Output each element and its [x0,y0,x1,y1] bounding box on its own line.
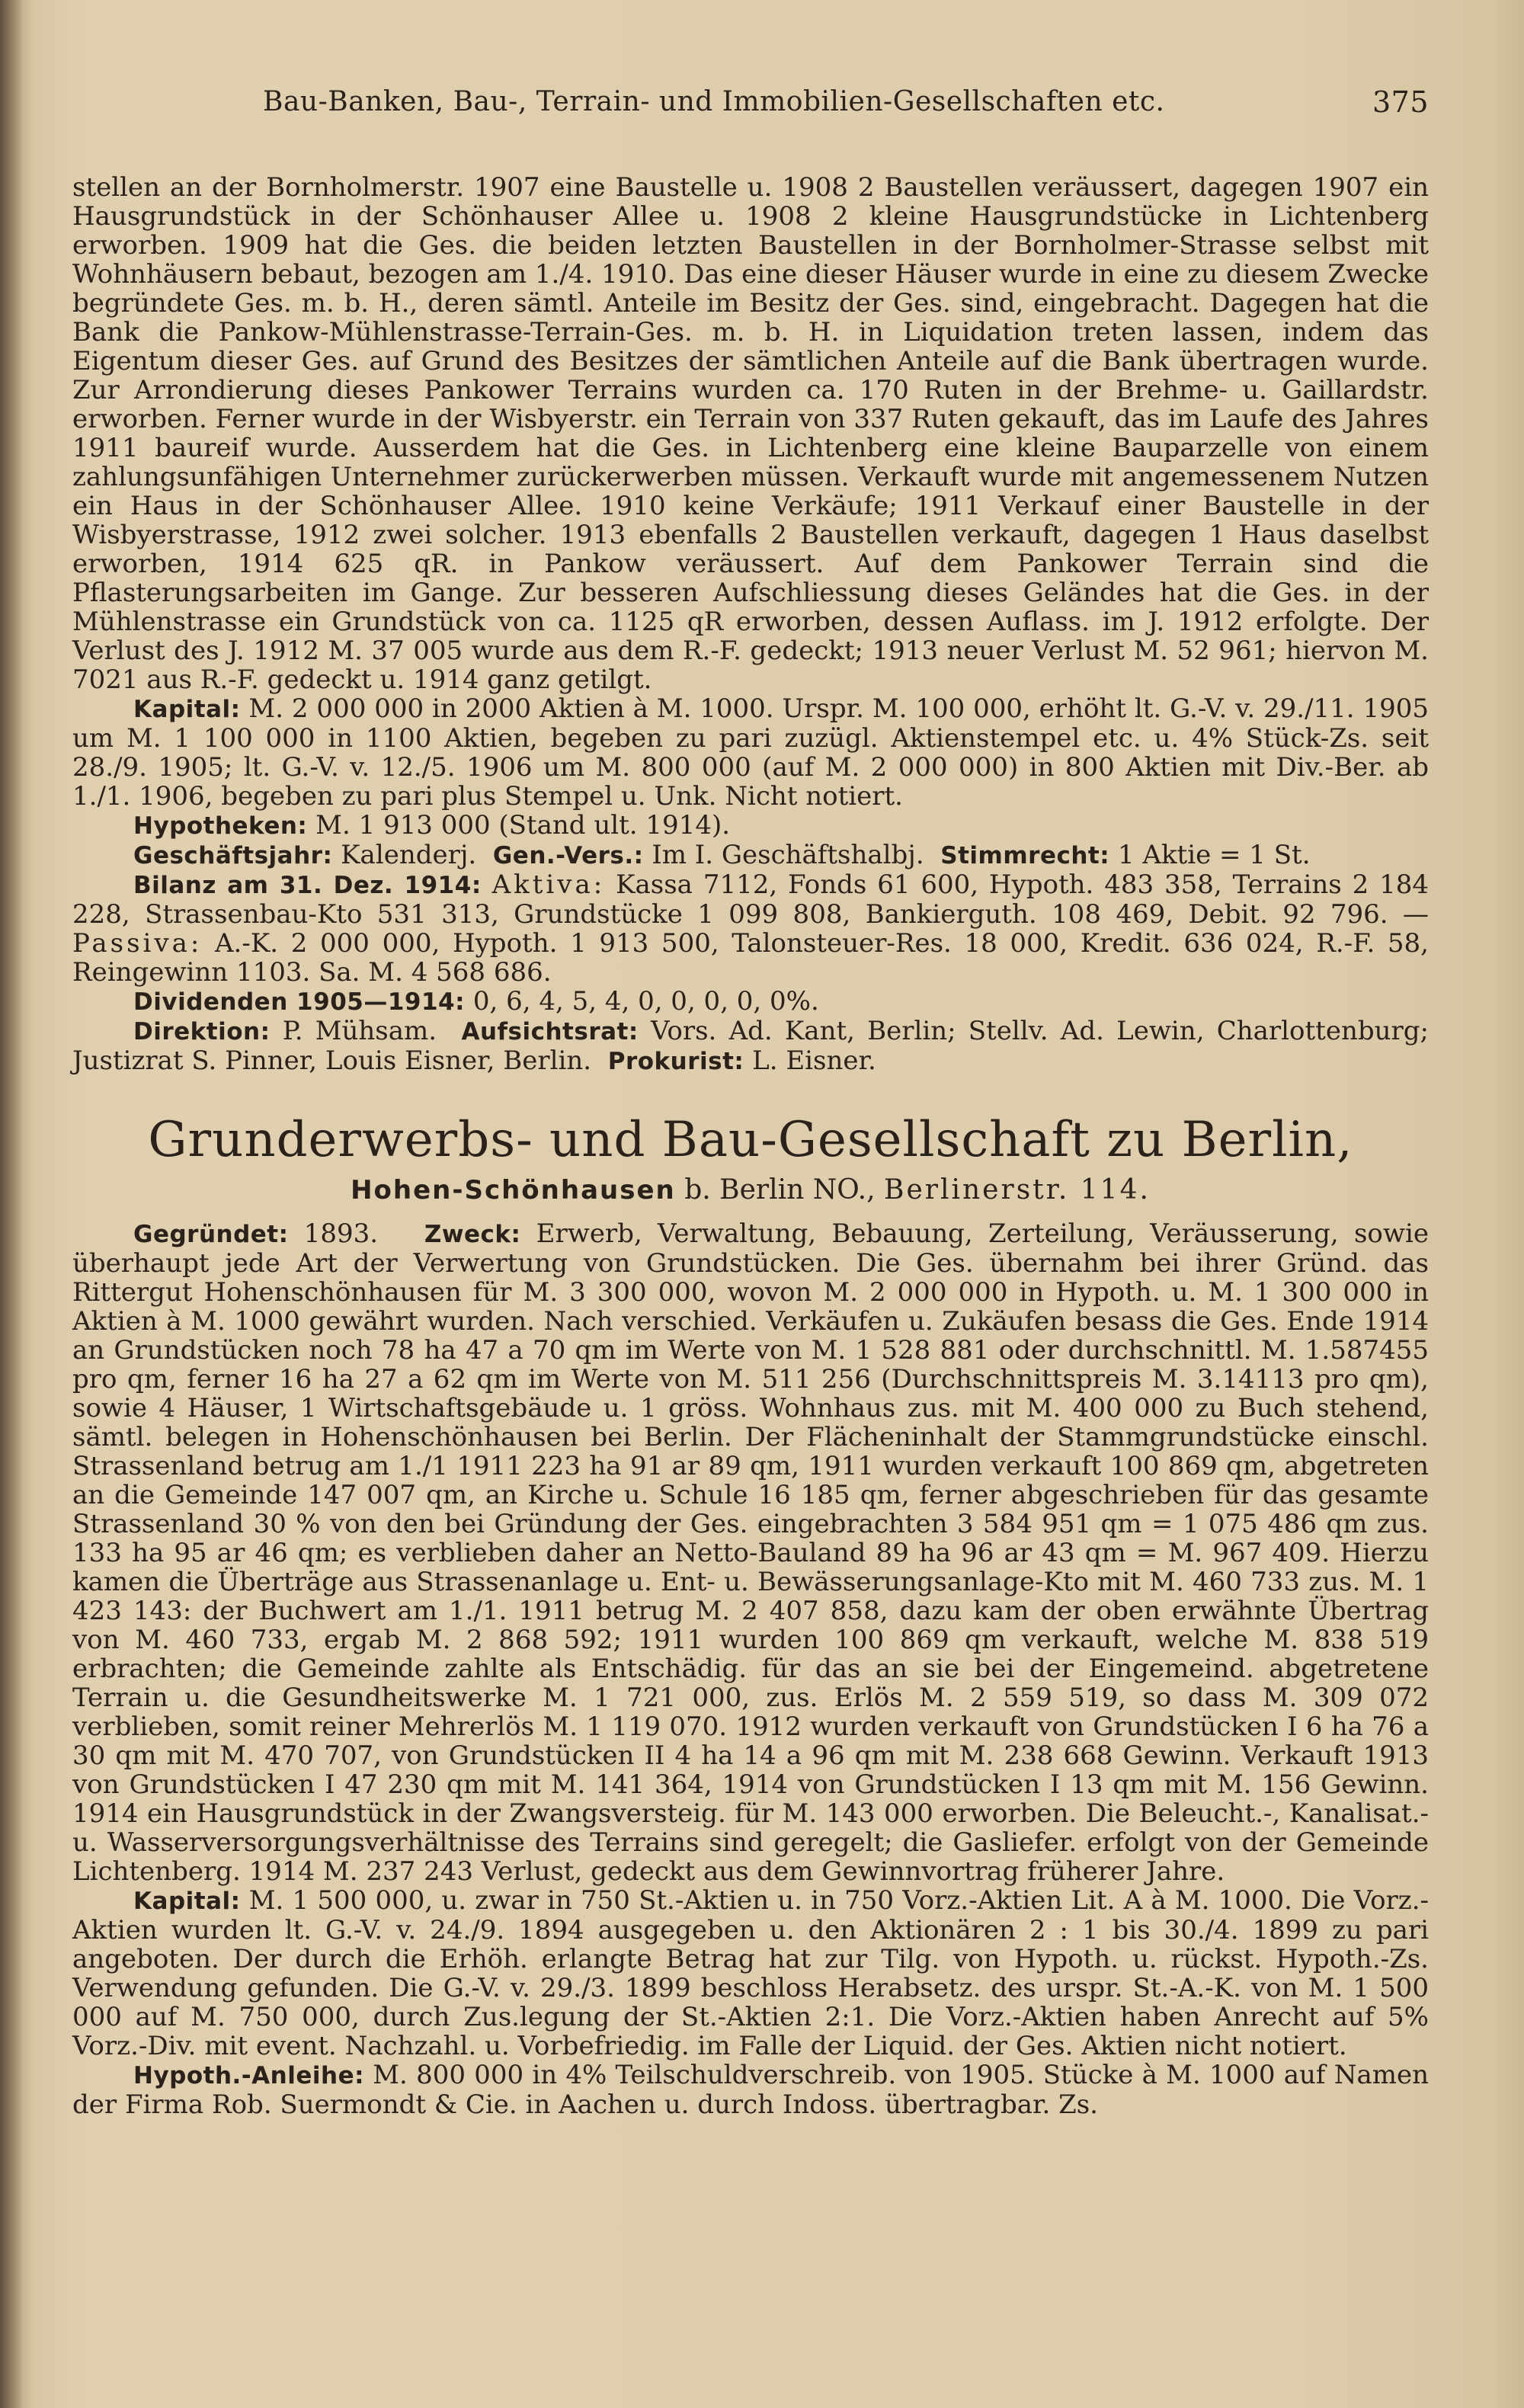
label-gegruendet: Gegründet: [133,1221,289,1248]
label-bilanz: Bilanz am 31. Dez. 1914: [133,872,482,899]
text-gen-vers: Im I. Geschäftshalbj. [652,840,924,870]
text-stimmrecht: 1 Aktie = 1 St. [1117,840,1311,870]
label-stimmrecht: Stimmrecht: [940,842,1110,869]
page-number: 375 [1372,85,1429,119]
text-direktion: P. Mühsam. [282,1016,437,1046]
label-aktiva: Aktiva: [491,869,606,900]
text-hypoth-anleihe: M. 800 000 in 4% Teilschuldverschreib. von 1905. Stücke à M. 1000 auf Namen der Firma Rob. Suermondt & Cie. in Aachen u. durch Indoss. übertragbar. Zs. [72,2060,1429,2120]
paragraph-history: stellen an der Bornholmerstr. 1907 eine Baustelle u. 1908 2 Baustellen veräussert, dagegen 1907 ein Hausgrundstück in der Schönhauser Allee u. 1908 2 kleine Hausgrundstücke in Lichtenberg erworben. 1909 hat die Ges. die beiden letzten Baustellen in der Bornholmer-Strasse selbst mit Wohnhäusern bebaut, bezogen am 1./4. 1910. Das eine dieser Häuser wurde in eine zu diesem Zwecke begründete Ges. m. b. H., deren sämtl. Anteile im Besitz der Ges. sind, eingebracht. Dagegen hat die Bank die Pankow-Mühlenstrasse-Terrain-Ges. m. b. H. in Liquidation treten lassen, indem das Eigentum dieser Ges. auf Grund des Besitzes der sämtlichen Anteile auf die Bank übertragen wurde. Zur Arrondierung dieses Pankower Terrains wurden ca. 170 Ruten in der Brehme- u. Gaillardstr. erworben. Ferner wurde in der Wisbyerstr. ein Terrain von 337 Ruten gekauft, das im Laufe des Jahres 1911 baureif wurde. Ausserdem hat die Ges. in Lichtenberg eine kleine Bauparzelle von einem zahlungsunfähigen Unternehmer zurückerwerben müssen. Verkauft wurde mit angemessenem Nutzen ein Haus in der Schönhauser Allee. 1910 keine Verkäufe; 1911 Verkauf einer Baustelle in der Wisbyerstrasse, 1912 zwei solcher. 1913 ebenfalls 2 Baustellen verkauft, dagegen 1 Haus daselbst erworben, 1914 625 qR. in Pankow veräussert. Auf dem Pankower Terrain sind die Pflasterungsarbeiten im Gange. Zur besseren Aufschliessung dieses Geländes hat die Ges. in der Mühlenstrasse ein Grundstück von ca. 1125 qR erworben, dessen Auflass. im J. 1912 erfolgte. Der Verlust des J. 1912 M. 37 005 wurde aus dem R.-F. gedeckt; 1913 neuer Verlust M. 52 961; hiervon M. 7021 aus R.-F. gedeckt u. 1914 ganz getilgt. [72,172,1429,695]
running-head [263,85,1429,133]
label-gen-vers: Gen.-Vers.: [492,842,644,869]
section-subtitle [72,1175,1429,1206]
paragraph-hypotheken [72,811,1429,841]
text-hypotheken: M. 1 913 000 (Stand ult. 1914). [315,810,731,841]
text-kapital-2: M. 1 500 000, u. zwar in 750 St.-Aktien u. in 750 Vorz.-Aktien Lit. A à M. 1000. Die Vorz.-Aktien wurden lt. G.-V. v. 24./9. 1894 ausgegeben u. den Aktionären 2 : 1 bis 30./4. 1899 zu pari angeboten. Der durch die Erhöh. erlangte Betrag hat zur Tilg. von Hypoth. u. rückst. Hypoth.-Zs. Verwendung gefunden. Die G.-V. v. 29./3. 1899 beschloss Herabsetz. des urspr. St.-A.-K. von M. 1 500 000 auf M. 750 000, durch Zus.legung der St.-Aktien 2:1. Die Vorz.-Aktien haben Anrecht auf 5% Vorz.-Div. mit event. Nachzahl. u. Vorbefriedig. im Falle der Liquid. der Ges. Aktien nicht notiert. [72,1885,1429,2061]
label-passiva: Passiva: [72,928,203,959]
paragraph-kapital-2 [72,1886,1429,2061]
text-aktiva: Kassa 7112, Fonds 61 600, Hypoth. 483 358, Terrains 2 184 228, Strassenbau-Kto 531 313, Grundstücke 1 099 808, Bankierguth. 108 469, Debit. 92 796. — [72,869,1429,930]
label-direktion: Direktion: [133,1018,271,1045]
paragraph-geschaeftsjahr [72,841,1429,870]
book-spine-shadow [0,0,23,2408]
text-passiva: A.-K. 2 000 000, Hypoth. 1 913 500, Talonsteuer-Res. 18 000, Kredit. 636 024, R.-F. 58, Reingewinn 1103. Sa. M. 4 568 686. [72,928,1429,988]
paragraph-gegruendet-zweck [72,1219,1429,1886]
text-prokurist: L. Eisner. [752,1045,876,1076]
section-place: Hohen-Schönhausen [351,1175,676,1206]
section-title: Grunderwerbs- und Bau-Gesellschaft zu Berlin, [148,1112,1353,1168]
running-title: Bau-Banken, Bau-, Terrain- und Immobilien-Gesellschaften etc. [263,86,1165,117]
paragraph-hypoth-anleihe [72,2061,1429,2119]
label-zweck: Zweck: [424,1221,521,1248]
label-prokurist: Prokurist: [607,1048,744,1075]
text-dividenden: 0, 6, 4, 5, 4, 0, 0, 0, 0, 0%. [472,986,819,1017]
text-kapital: M. 2 000 000 in 2000 Aktien à M. 1000. Urspr. M. 100 000, erhöht lt. G.-V. v. 29./11. 1905 um M. 1 100 000 in 1100 Aktien, begeben zu pari zuzügl. Aktienstempel etc. u. 4% Stück-Zs. seit 28./9. 1905; lt. G.-V. v. 12./5. 1906 um M. 800 000 (auf M. 2 000 000) in 800 Aktien mit Div.-Ber. ab 1./1. 1906, begeben zu pari plus Stempel u. Unk. Nicht notiert. [72,693,1430,812]
section-address: b. Berlin NO., [684,1174,876,1206]
label-kapital-2: Kapital: [133,1888,241,1915]
label-kapital: Kapital: [133,696,241,723]
paragraph-dividenden [72,987,1429,1017]
paragraph-bilanz [72,870,1429,987]
text-gegruendet: 1893. [303,1218,379,1249]
label-aufsichtsrat: Aufsichtsrat: [461,1018,639,1045]
label-geschaeftsjahr: Geschäftsjahr: [133,842,333,869]
label-dividenden: Dividenden 1905—1914: [133,988,466,1016]
paragraph-direktion [72,1017,1429,1076]
label-hypoth-anleihe: Hypoth.-Anleihe: [133,2062,364,2089]
text-geschaeftsjahr: Kalenderj. [341,840,477,870]
page-content [72,85,1430,2374]
text-zweck: Erwerb, Verwaltung, Bebauung, Zerteilung, Veräusserung, sowie überhaupt jede Art der Verwertung von Grundstücken. Die Ges. übernahm bei ihrer Gründ. das Rittergut Hohenschönhausen für M. 3 300 000, wovon M. 2 000 000 in Hypoth. u. M. 1 300 000 in Aktien à M. 1000 gewährt wurden. Nach verschied. Verkäufen u. Zukäufen besass die Ges. Ende 1914 an Grundstücken noch 78 ha 47 a 70 qm im Werte von M. 1 528 881 oder durchschnittl. M. 1.587455 pro qm, ferner 16 ha 27 a 62 qm im Werte von M. 511 256 (Durchschnittspreis M. 3.14113 pro qm), sowie 4 Häuser, 1 Wirtschaftsgebäude u. 1 gröss. Wohnhaus zus. mit M. 400 000 zu Buch stehend, sämtl. belegen in Hohenschönhausen bei Berlin. Der Flächeninhalt der Stammgrundstücke einschl. Strassenland betrug am 1./1 1911 223 ha 91 ar 89 qm, 1911 wurden verkauft 100 869 qm, abgetreten an die Gemeinde 147 007 qm, an Kirche u. Schule 16 185 qm, ferner abgeschrieben für das gesamte Strassenland 30 % von den bei Gründung der Ges. eingebrachten 3 584 951 qm = 1 075 486 qm zus. 133 ha 95 ar 46 qm; es verblieben daher an Netto-Bauland 89 ha 96 ar 43 qm = M. 967 409. Hierzu kamen die Überträge aus Strassenanlage u. Ent- u. Bewässerungsanlage-Kto mit M. 460 733 zus. M. 1 423 143: der Buchwert am 1./1. 1911 betrug M. 2 407 858, dazu kam der oben erwähnte Übertrag von M. 460 733, ergab M. 2 868 592; 1911 wurden 100 869 qm verkauft, welche M. 838 519 erbrachten; die Gemeinde zahlte als Entschädig. für das an sie bei der Eingemeind. abgetretene Terrain u. die Gesundheitswerke M. 1 721 000, zus. Erlös M. 2 559 519, so dass M. 309 072 verblieben, somit reiner Mehrerlös M. 1 119 070. 1912 wurden verkauft von Grundstücken I 6 ha 76 a 30 qm mit M. 470 707, von Grundstücken II 4 ha 14 a 96 qm mit M. 238 668 Gewinn. Verkauft 1913 von Grundstücken I 47 230 qm mit M. 141 364, 1914 von Grundstücken I 13 qm mit M. 156 Gewinn. 1914 ein Hausgrundstück in der Zwangsversteig. für M. 143 000 erworben. Die Beleucht.-, Kanalisat.- u. Wasserversorgungsverhältnisse des Terrains sind geregelt; die Gasliefer. erfolgt von der Gemeinde Lichtenberg. 1914 M. 237 243 Verlust, gedeckt aus dem Gewinnvortrag früherer Jahre. [72,1218,1429,1887]
section-street: Berlinerstr. 114. [884,1174,1151,1206]
text-aufsichtsrat: Vors. Ad. Kant, Berlin; Stellv. Ad. Lewin, Charlottenburg; Justizrat S. Pinner, Louis Eisner, Berlin. [72,1016,1429,1076]
label-hypotheken: Hypotheken: [133,812,308,840]
paragraph-kapital [72,694,1429,811]
